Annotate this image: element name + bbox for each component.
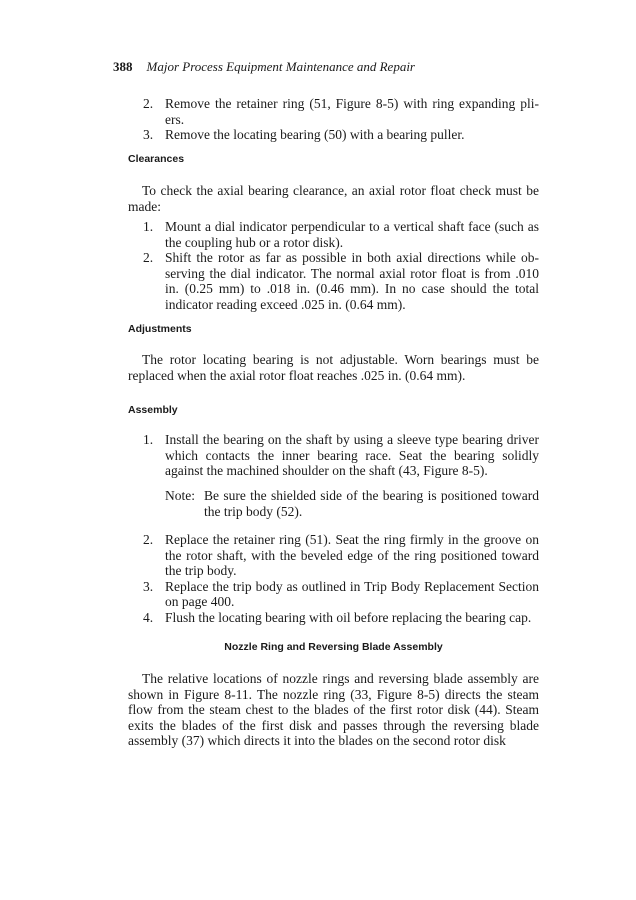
section-heading-clearances: Clearances	[128, 153, 185, 165]
note-text: Be sure the shielded side of the bearing is positioned toward the trip body (52).	[204, 488, 539, 519]
list-item: 3. Remove the locating bearing (50) with a bearing puller.	[143, 127, 465, 142]
paragraph-adjustments: The rotor locating bearing is not adjustable. Worn bearings must be replaced when the axial rotor float reaches .025 in. (0.64 mm).	[128, 352, 539, 383]
assembly-steps-list	[143, 532, 539, 625]
list-item: 4. Flush the locating bearing with oil before replacing the bearing cap.	[143, 609, 532, 625]
section-heading-nozzle: Nozzle Ring and Reversing Blade Assembly	[224, 641, 443, 653]
assembly-step-1	[143, 432, 539, 479]
top-steps-list	[143, 96, 539, 143]
page-number: 388	[113, 59, 133, 74]
list-item: 1. Mount a dial indicator perpendicular to a vertical shaft face (such as the coupling hub or a rotor disk).	[143, 219, 539, 250]
note-block	[165, 488, 539, 519]
list-item: 2. Shift the rotor as far as possible in both axial directions while ob-serving the dial indicator. The normal axial rotor float is from .010 in. (0.25 mm) to .018 in. (0.46 mm). In no case should the total indicator reading exceed .025 in. (0.64 mm).	[143, 250, 539, 312]
paragraph-nozzle: The relative locations of nozzle rings and reversing blade assembly are shown in Figure 8-11. The nozzle ring (33, Figure 8-5) directs the steam flow from the steam chest to the blades of the first rotor disk (44). Steam exits the blades of the first disk and passes through the reversing blade assembly (37) which directs it into the blades on the second rotor disk	[128, 671, 539, 748]
section-heading-assembly: Assembly	[128, 404, 178, 416]
paragraph-clearances-intro: To check the axial bearing clearance, an axial rotor float check must be made:	[128, 183, 539, 214]
section-heading-adjustments: Adjustments	[128, 323, 192, 335]
running-header	[113, 59, 415, 75]
clearances-steps-list	[143, 219, 539, 312]
list-item: 3. Replace the trip body as outlined in Trip Body Replacement Section on page 400.	[143, 578, 539, 609]
list-item: 2. Replace the retainer ring (51). Seat the ring firmly in the groove on the rotor shaft, with the beveled edge of the ring positioned toward the trip body.	[143, 532, 539, 578]
note-label: Note:	[165, 488, 195, 503]
list-item: 2. Remove the retainer ring (51, Figure 8-5) with ring expanding pli-ers.	[143, 96, 539, 127]
list-item: 1. Install the bearing on the shaft by using a sleeve type bearing driver which contacts the inner bearing race. Seat the bearing solidly against the machined shoulder on the shaft (43, Figure 8-5).	[143, 432, 539, 478]
running-title: Major Process Equipment Maintenance and Repair	[146, 59, 415, 74]
